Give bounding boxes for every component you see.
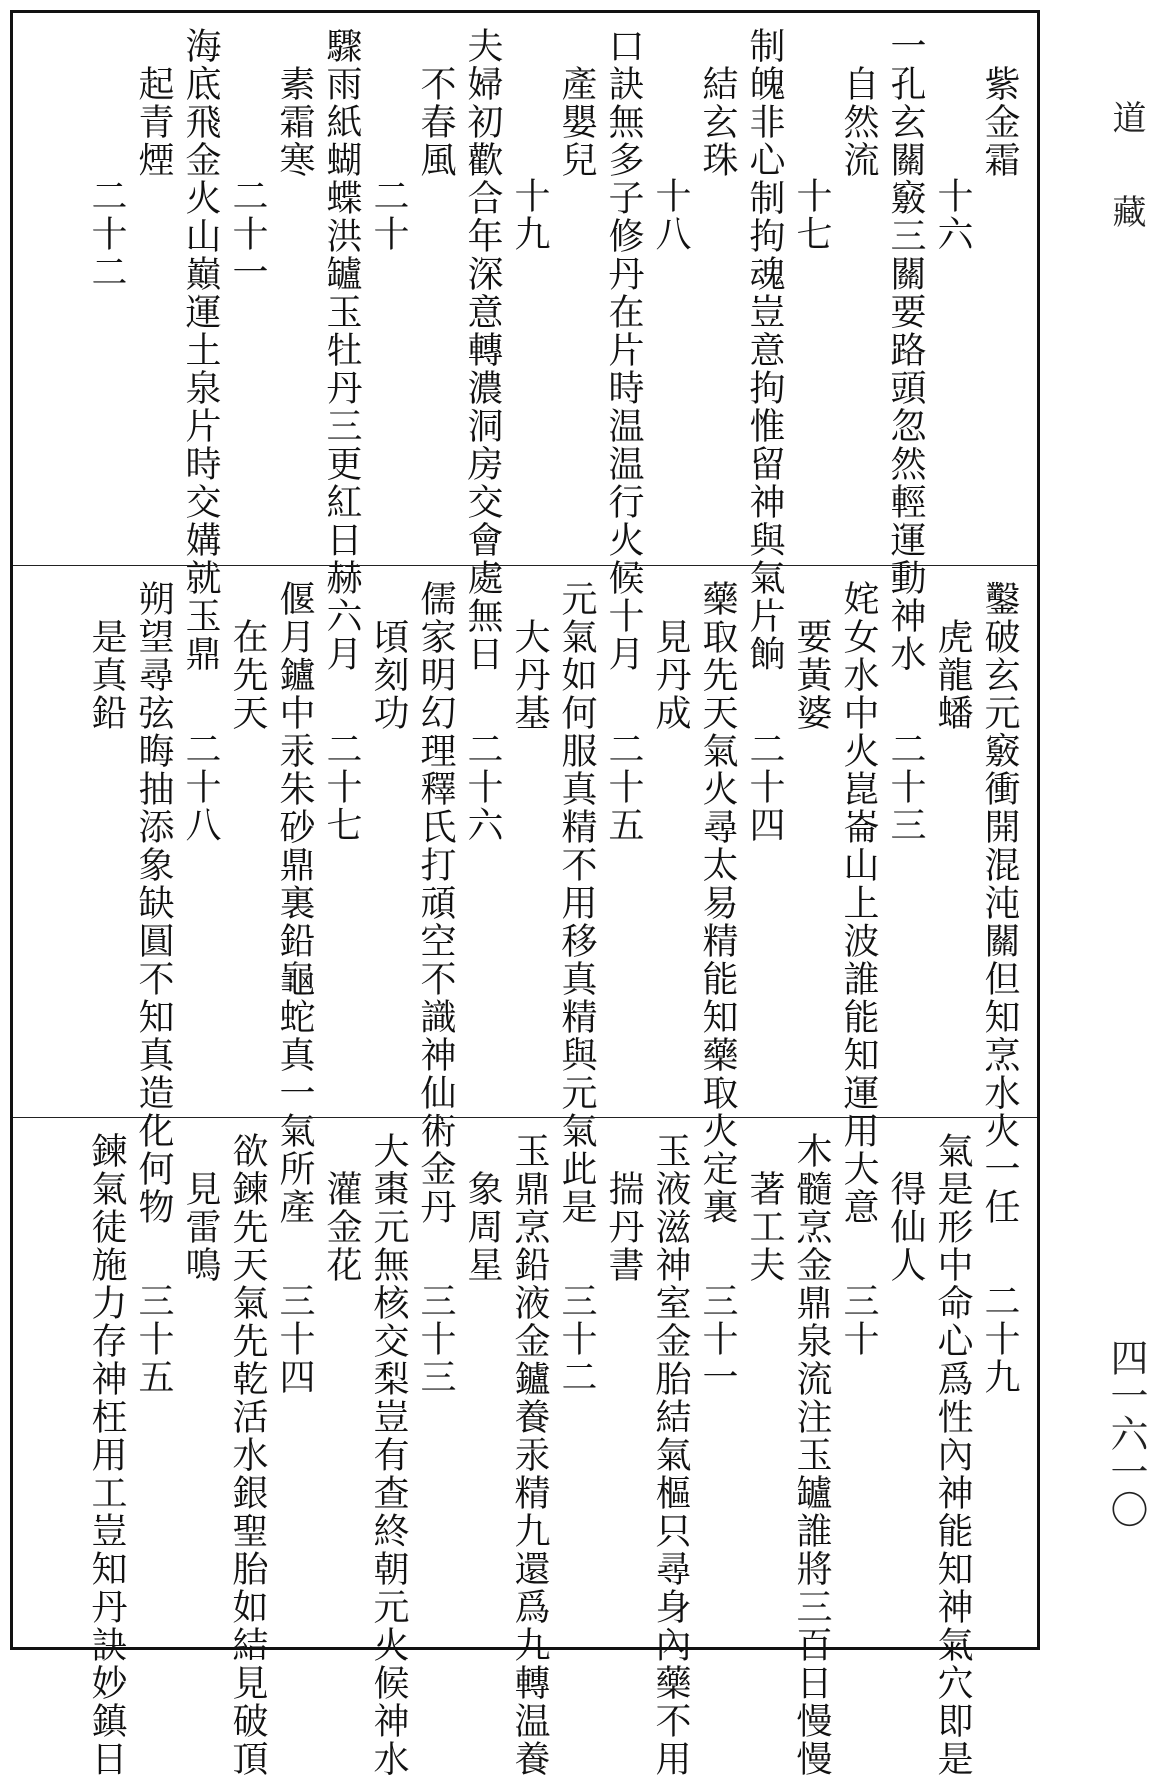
- text-column: 夫婦初歡合年深意轉濃洞房交會處無日: [462, 27, 503, 673]
- text-column: 結玄珠: [697, 65, 738, 179]
- text-column: 見丹成: [650, 618, 691, 732]
- text-column: 二十二: [86, 177, 127, 291]
- text-column: 自然流: [838, 65, 879, 179]
- column-group: [83, 580, 1023, 1226]
- text-column: 二十五: [603, 730, 644, 844]
- text-column: 三十三: [415, 1282, 456, 1396]
- text-column: 十七: [791, 177, 832, 253]
- text-column: 二十三: [885, 730, 926, 844]
- text-column: 儒家明幻理釋氏打頑空不識神仙術金丹: [415, 580, 456, 1226]
- text-column: 口訣無多子修丹在片時温温行火候十月: [603, 27, 644, 673]
- text-column: 得仙人: [885, 1170, 926, 1284]
- text-column: 在先天: [227, 618, 268, 732]
- text-column: 十六: [932, 177, 973, 253]
- text-column: 著工夫: [744, 1170, 785, 1284]
- page-frame: [10, 10, 1040, 1778]
- text-column: 二十六: [462, 730, 503, 844]
- text-column: 三十四: [274, 1282, 315, 1396]
- side-title: 道藏: [1106, 100, 1146, 288]
- text-column: 二十: [368, 177, 409, 253]
- text-column: 木髓烹金鼎泉流注玉罏誰將三百日慢慢: [791, 1132, 832, 1778]
- column-group: [83, 1132, 1023, 1778]
- text-column: 虎龍蟠: [932, 618, 973, 732]
- text-column: 是真鉛: [86, 618, 127, 732]
- text-column: 制魄非心制拘魂豈意拘惟留神與氣片餉: [744, 27, 785, 673]
- text-column: 大丹基: [509, 618, 550, 732]
- text-column: 二十一: [227, 177, 268, 291]
- text-panel-top: [13, 13, 1037, 673]
- text-column: 三十五: [133, 1282, 174, 1396]
- text-column: 頃刻功: [368, 618, 409, 732]
- text-column: 三十: [838, 1282, 879, 1358]
- text-panel-middle: [13, 565, 1037, 1226]
- text-column: 三十一: [697, 1282, 738, 1396]
- text-column: 元氣如何服真精不用移真精與元氣此是: [556, 580, 597, 1226]
- column-group: [83, 27, 1023, 673]
- text-column: 氣是形中命心爲性內神能知神氣穴即是: [932, 1132, 973, 1778]
- text-column: 見雷鳴: [180, 1170, 221, 1284]
- text-column: 三十二: [556, 1282, 597, 1396]
- text-column: 起青煙: [133, 65, 174, 179]
- text-column: 大棗元無核交梨豈有查終朝元火候神水: [368, 1132, 409, 1778]
- text-column: 藥取先天氣火尋太易精能知藥取火定裏: [697, 580, 738, 1226]
- text-column: 十九: [509, 177, 550, 253]
- text-column: 灌金花: [321, 1170, 362, 1284]
- text-column: 二十七: [321, 730, 362, 844]
- text-column: 鑿破玄元竅衝開混沌關但知烹水火一任: [979, 580, 1020, 1226]
- text-column: 象周星: [462, 1170, 503, 1284]
- text-column: 驟雨紙蝴蝶洪罏玉牡丹三更紅日赫六月: [321, 27, 362, 673]
- text-column: 姹女水中火崑崙山上波誰能知運用大意: [838, 580, 879, 1226]
- text-column: 鍊氣徒施力存神枉用工豈知丹訣妙鎮日: [86, 1132, 127, 1778]
- text-column: 二十九: [979, 1282, 1020, 1396]
- text-column: 紫金霜: [979, 65, 1020, 179]
- text-column: 朔望尋弦晦抽添象缺圓不知真造化何物: [133, 580, 174, 1226]
- text-column: 海底飛金火山巔運土泉片時交媾就玉鼎: [180, 27, 221, 673]
- text-column: 素霜寒: [274, 65, 315, 179]
- text-panel-bottom: [13, 1117, 1037, 1778]
- text-column: 揣丹書: [603, 1170, 644, 1284]
- text-column: 二十八: [180, 730, 221, 844]
- text-column: 玉液滋神室金胎結氣樞只尋身內藥不用: [650, 1132, 691, 1778]
- text-column: 欲鍊先天氣先乾活水銀聖胎如結見破頂: [227, 1132, 268, 1778]
- page-number: 四一六一〇: [1104, 1338, 1148, 1528]
- text-column: 玉鼎烹鉛液金鑪養汞精九還爲九轉温養: [509, 1132, 550, 1778]
- text-column: 十八: [650, 177, 691, 253]
- text-column: 二十四: [744, 730, 785, 844]
- text-column: 一孔玄關竅三關要路頭忽然輕運動神水: [885, 27, 926, 673]
- text-column: 產嬰兒: [556, 65, 597, 179]
- text-column: 不春風: [415, 65, 456, 179]
- text-column: 偃月鑪中汞朱砂鼎裏鉛龜蛇真一氣所產: [274, 580, 315, 1226]
- text-column: 要黃婆: [791, 618, 832, 732]
